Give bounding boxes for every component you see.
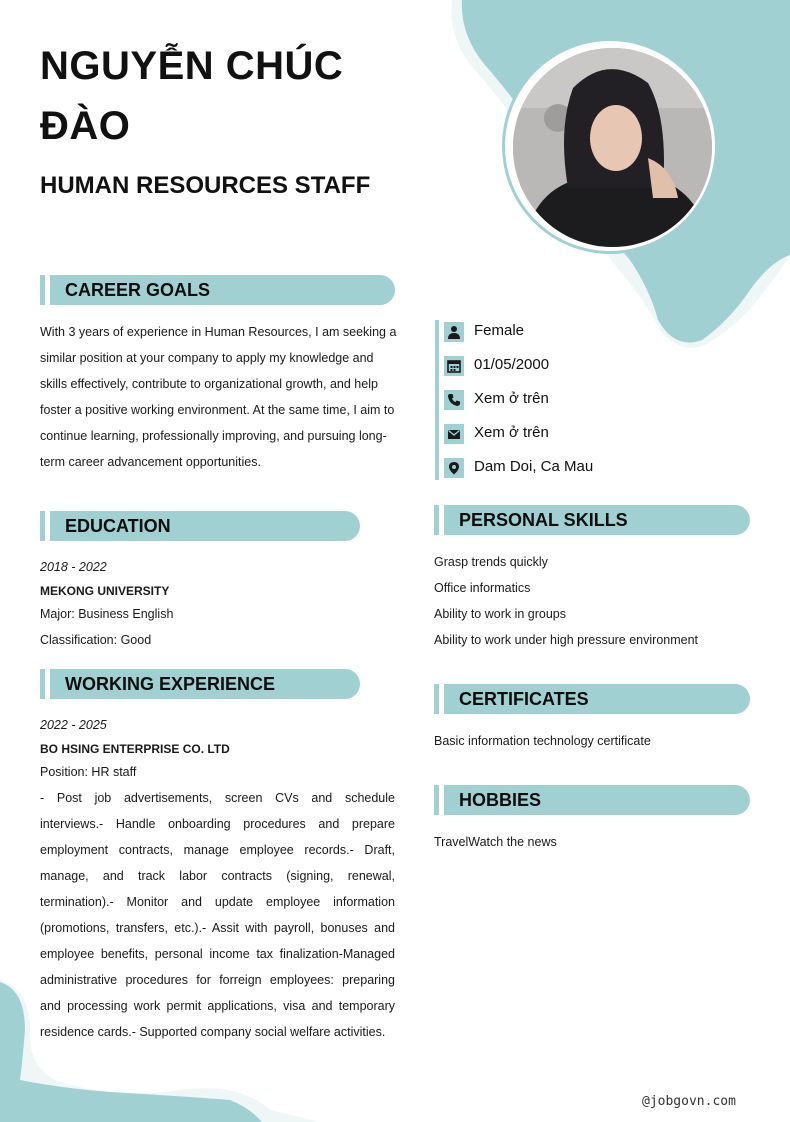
email-value: Xem ở trên bbox=[474, 424, 549, 441]
education-header bbox=[50, 511, 360, 541]
person-icon bbox=[444, 322, 464, 342]
skill-item: Ability to work under high pressure environment bbox=[434, 633, 699, 647]
hobbies-header bbox=[444, 785, 750, 815]
experience-description: - Post job advertisements, screen CVs and schedule interviews.- Handle onboarding procedures and prepare employment contracts, manage employee records.- Draft, manage, and track labor contracts (signing, renewal, termination).- Monitor and update employee information (promotions, transfers, etc.).- Assit with payroll, bonuses and employee benefits, personal income tax finalization-Managed administrative procedures for forreign employees: preparing and processing work permit applications, visa and temporary residence cards.- Supported company social welfare activities. bbox=[40, 791, 395, 1039]
education-classification: Classification: Good bbox=[40, 633, 152, 647]
experience-period: 2022 - 2025 bbox=[40, 718, 107, 732]
career-goals-text: With 3 years of experience in Human Resources, I am seeking a similar position at your company to apply my knowledge and skills effectively, contribute to organizational growth, and help foster a positive working environment. At the same time, I aim to continue learning, professionally improving, and pursuing long-term career advancement opportunities. bbox=[40, 325, 397, 469]
education-major: Major: Business English bbox=[40, 607, 174, 621]
skills-title: PERSONAL SKILLS bbox=[459, 510, 628, 530]
location-icon bbox=[444, 458, 464, 478]
education-period: 2018 - 2022 bbox=[40, 560, 107, 574]
skills-header bbox=[444, 505, 750, 535]
mail-icon bbox=[444, 424, 464, 444]
phone-value: Xem ở trên bbox=[474, 390, 549, 407]
experience-header bbox=[50, 669, 360, 699]
experience-title: WORKING EXPERIENCE bbox=[65, 674, 276, 694]
job-title: HUMAN RESOURCES STAFF bbox=[40, 172, 371, 199]
watermark: @jobgovn.com bbox=[642, 1094, 736, 1109]
education-school: MEKONG UNIVERSITY bbox=[40, 584, 170, 598]
certificates-title: CERTIFICATES bbox=[459, 689, 589, 709]
experience-company: BO HSING ENTERPRISE CO. LTD bbox=[40, 742, 230, 756]
skill-item: Office informatics bbox=[434, 581, 531, 595]
certificate-item: Basic information technology certificate bbox=[434, 734, 651, 748]
calendar-icon bbox=[444, 356, 464, 376]
skill-item: Grasp trends quickly bbox=[434, 555, 548, 569]
address-value: Dam Doi, Ca Mau bbox=[474, 458, 594, 475]
hobbies-title: HOBBIES bbox=[459, 790, 542, 810]
education-title: EDUCATION bbox=[65, 516, 171, 536]
hobbies-text: TravelWatch the news bbox=[434, 835, 557, 849]
profile-photo bbox=[513, 48, 712, 247]
certificates-header bbox=[444, 684, 750, 714]
experience-position: Position: HR staff bbox=[40, 765, 137, 779]
candidate-name: NGUYỄN CHÚC ĐÀO bbox=[40, 44, 344, 148]
contact-accent-bar bbox=[435, 320, 439, 480]
phone-icon bbox=[444, 390, 464, 410]
gender-value: Female bbox=[474, 322, 525, 339]
career-goals-header bbox=[50, 275, 395, 305]
birthdate-value: 01/05/2000 bbox=[474, 356, 550, 373]
career-goals-title: CAREER GOALS bbox=[65, 280, 211, 300]
skill-item: Ability to work in groups bbox=[434, 607, 567, 621]
